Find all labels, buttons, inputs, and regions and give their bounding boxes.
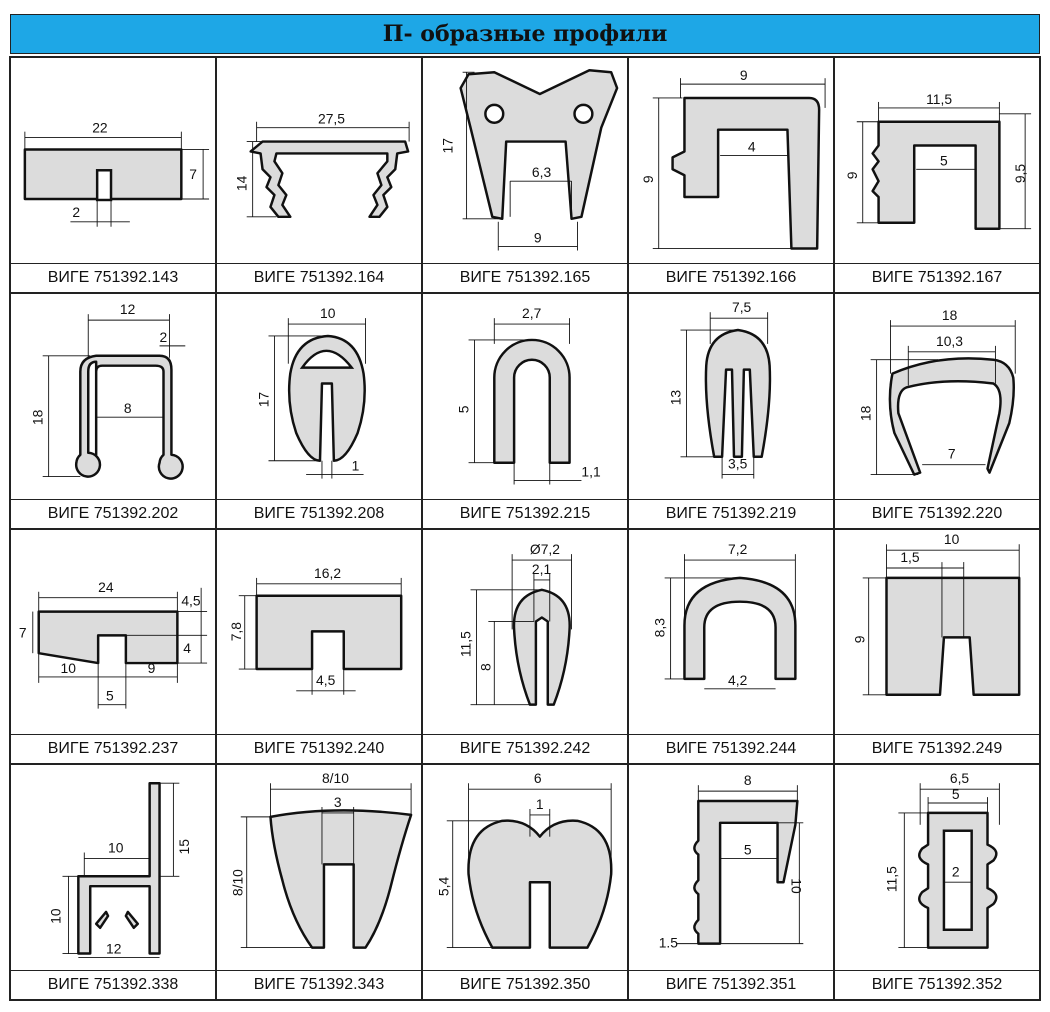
page-title: П- образные профили [382,21,668,47]
dim-label: 9 [739,67,748,84]
profile-label: ВИГЕ 751392.351 [629,970,833,999]
dim-label: 11,5 [457,630,474,657]
profile-cell [628,529,834,765]
profile-label: ВИГЕ 751392.215 [423,499,627,528]
dim-label: 2 [951,863,960,880]
profile-diagram-352 [835,765,1039,970]
profile-cell [10,57,216,293]
dim-label: 18 [29,409,46,425]
profile-cell [216,764,422,1000]
profile-drawing [629,294,833,499]
profile-label: ВИГЕ 751392.242 [423,734,627,763]
profile-drawing [423,294,627,499]
dim-label: 5 [455,405,472,413]
dim-label: 4,5 [316,671,336,688]
profile-cell [628,293,834,529]
dim-label: 2 [159,328,168,345]
dim-label: 10 [60,659,76,676]
profile-diagram-166 [629,58,833,263]
profile-diagram-215 [423,294,627,499]
profile-label: ВИГЕ 751392.249 [835,734,1039,763]
profile-drawing [423,530,627,735]
profile-label: ВИГЕ 751392.244 [629,734,833,763]
profile-diagram-164 [217,58,421,263]
dim-label: 8/10 [229,869,246,897]
dim-label: 7 [189,166,197,183]
dim-label: 5,4 [435,877,452,897]
profile-label: ВИГЕ 751392.219 [629,499,833,528]
dim-label: 13 [667,389,684,406]
profile-diagram-242 [423,530,627,735]
dim-label: 4,5 [181,592,201,609]
dim-label: 8,3 [651,617,668,637]
profile-cell [628,764,834,1000]
profile-cell [10,529,216,765]
profile-drawing [423,765,627,970]
profile-cell [422,57,628,293]
profile-cell [10,764,216,1000]
dim-label: 10 [943,530,960,547]
dim-label: 11,5 [926,90,953,107]
profile-diagram-208 [217,294,421,499]
profile-drawing [11,58,215,263]
profile-drawing [629,765,833,970]
profile-diagram-351 [629,765,833,970]
profile-diagram-244 [629,530,833,735]
profile-label: ВИГЕ 751392.220 [835,499,1039,528]
profile-drawing [217,765,421,970]
dim-label: 2,1 [531,560,552,577]
dim-label: 3 [333,794,342,811]
dim-label: 8/10 [321,770,349,787]
profile-label: ВИГЕ 751392.343 [217,970,421,999]
profile-cell [216,293,422,529]
dim-label: 7,8 [227,621,244,641]
profile-drawing [835,58,1039,263]
profile-cell [422,529,628,765]
profile-drawing [217,294,421,499]
dim-label: 5 [743,841,752,858]
dim-label: 8 [477,662,494,671]
profile-label: ВИГЕ 751392.208 [217,499,421,528]
dim-label: 10 [788,878,805,894]
dim-label: 7 [947,445,956,462]
dim-label: 1,5 [900,548,920,565]
profile-cell [628,57,834,293]
profile-drawing [217,530,421,735]
profile-cell [10,293,216,529]
profile-diagram-165 [423,58,627,263]
dim-label: 12 [119,300,136,317]
dim-label: 9 [843,171,860,180]
dim-label: 11,5 [883,866,900,893]
dim-label: 12 [106,940,122,957]
dim-label: 9 [639,175,656,184]
profile-label: ВИГЕ 751392.165 [423,263,627,292]
profile-drawing [629,530,833,735]
profile-cell [834,764,1040,1000]
dim-label: 9 [147,659,156,676]
profile-label: ВИГЕ 751392.167 [835,263,1039,292]
dim-label: 2,7 [522,304,542,321]
profile-drawing [423,58,627,263]
dim-label: 9 [851,635,868,643]
profile-drawing [11,294,215,499]
dim-label: 5 [106,687,114,704]
dim-label: 1 [351,457,360,474]
dim-label: 9 [533,229,542,246]
profile-label: ВИГЕ 751392.237 [11,734,215,763]
dim-label: 9,5 [1012,163,1029,184]
profile-diagram-143 [11,58,215,263]
profile-diagram-249 [835,530,1039,735]
profile-cell [216,57,422,293]
profile-label: ВИГЕ 751392.352 [835,970,1039,999]
dim-label: 17 [439,138,456,154]
dim-label: 10 [47,908,64,925]
dim-label: 7,5 [731,298,752,315]
dim-label: 5 [951,786,960,803]
profile-diagram-338 [11,765,215,970]
dim-label: 6,3 [531,164,552,181]
profile-drawing [11,765,215,970]
dim-label: 27,5 [318,110,345,127]
dim-label: 2 [72,203,81,220]
dim-label: 14 [233,175,250,192]
profile-diagram-237 [11,530,215,735]
dim-label: 18 [941,306,958,323]
profile-label: ВИГЕ 751392.164 [217,263,421,292]
profile-drawing [835,765,1039,970]
dim-label: 4 [747,138,756,155]
profile-diagram-240 [217,530,421,735]
dim-label: 17 [255,391,272,408]
profile-label: ВИГЕ 751392.166 [629,263,833,292]
dim-label: 15 [176,839,193,855]
profile-cell [422,764,628,1000]
dim-label: 18 [857,405,874,421]
dim-label: 1,1 [581,463,601,480]
profile-drawing [835,530,1039,735]
profile-cell [834,529,1040,765]
profile-label: ВИГЕ 751392.338 [11,970,215,999]
dim-label: 22 [92,119,108,136]
profile-drawing [11,530,215,735]
dim-label: 7 [18,623,27,640]
profile-diagram-343 [217,765,421,970]
dim-label: 5 [939,152,948,169]
dim-label: 1.5 [658,934,678,951]
profile-cell [422,293,628,529]
dim-label: 7,2 [728,540,748,557]
profile-label: ВИГЕ 751392.202 [11,499,215,528]
table-header [10,14,1040,54]
dim-label: 8 [743,772,752,789]
dim-label: 1 [535,796,544,813]
dim-label: 6 [533,770,542,787]
dim-label: 6,5 [949,770,970,787]
dim-label: 8 [123,399,132,416]
profile-label: ВИГЕ 751392.240 [217,734,421,763]
profile-drawing [217,58,421,263]
profile-label: ВИГЕ 751392.143 [11,263,215,292]
dim-label: 4 [183,639,192,656]
profile-label: ВИГЕ 751392.350 [423,970,627,999]
profile-diagram-220 [835,294,1039,499]
profile-cell [834,57,1040,293]
profile-diagram-167 [835,58,1039,263]
dim-label: 16,2 [314,564,342,581]
profile-drawing [629,58,833,263]
dim-label: 10 [319,304,336,321]
profile-drawing [835,294,1039,499]
dim-label: 24 [98,578,114,595]
dim-label: 3,5 [728,455,748,472]
profile-diagram-202 [11,294,215,499]
profile-diagram-219 [629,294,833,499]
dim-label: Ø7,2 [529,540,560,557]
dim-label: 4,2 [728,671,748,688]
dim-label: 10,3 [936,332,963,349]
profiles-grid [9,56,1041,1001]
dim-label: 10 [108,839,124,856]
profile-diagram-350 [423,765,627,970]
profile-cell [834,293,1040,529]
profile-cell [216,529,422,765]
